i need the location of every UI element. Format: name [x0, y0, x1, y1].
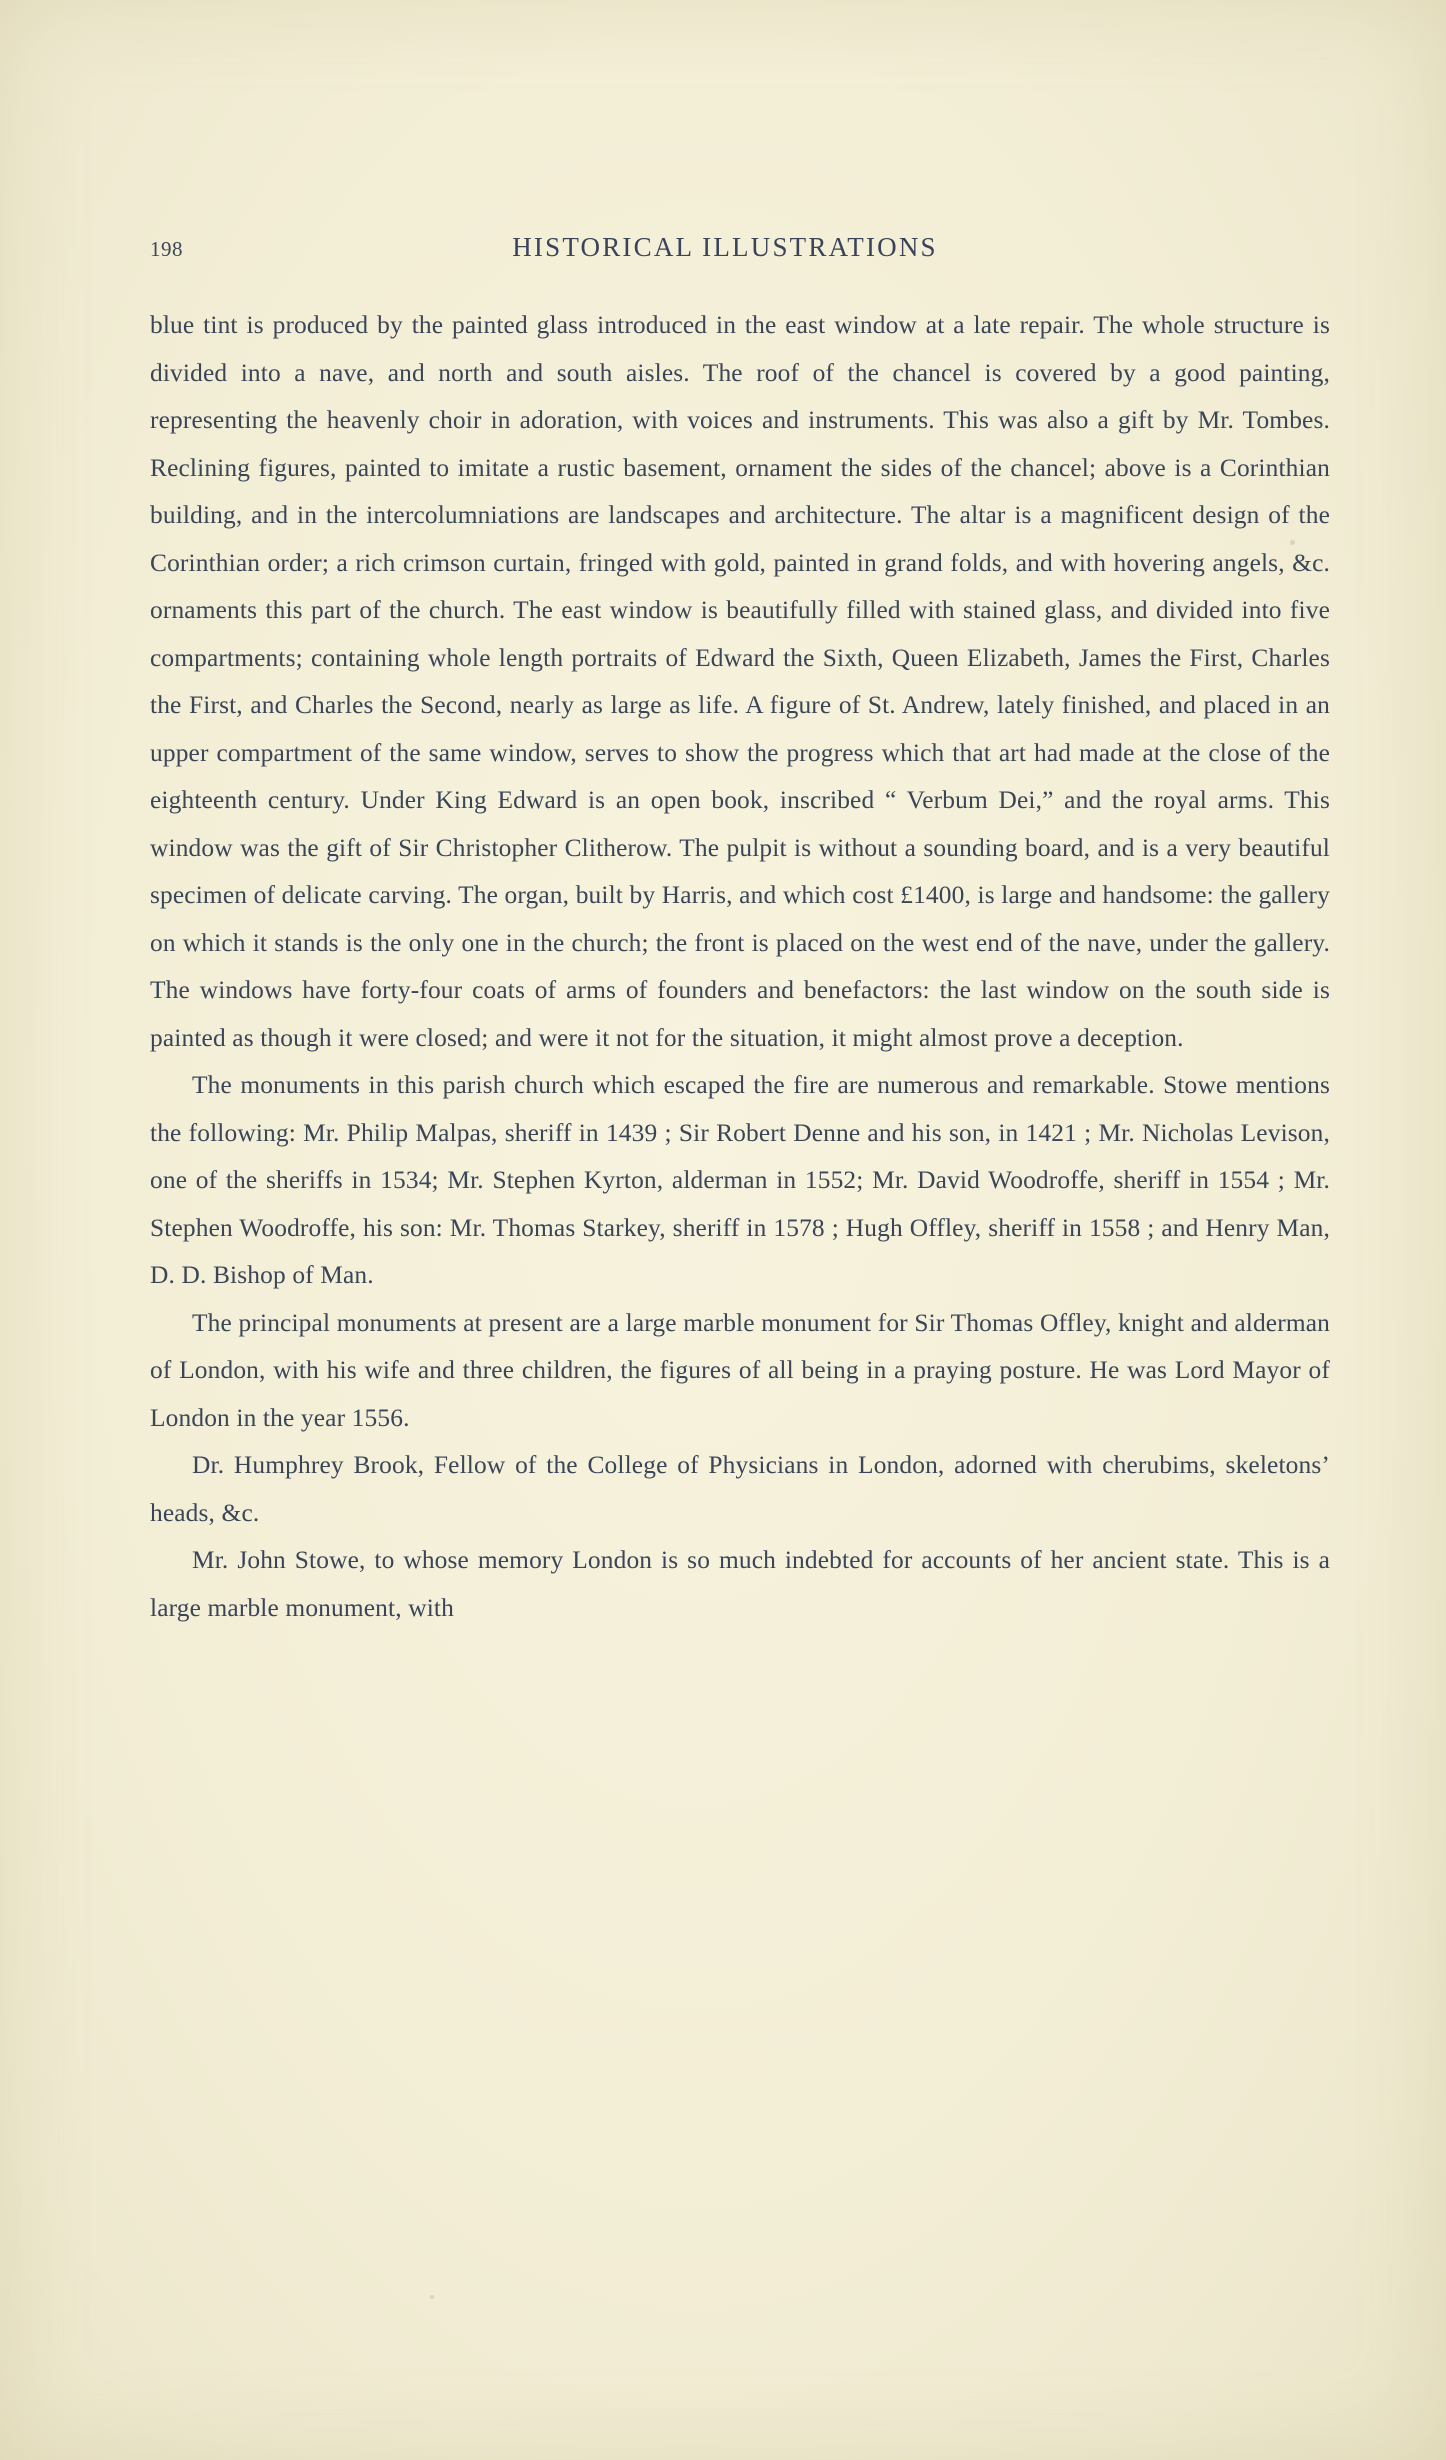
- page-content: [150, 232, 1330, 1632]
- paragraph-3: The principal monuments at present are a large marble monument for Sir Thomas Offley, knight and alderman of London, with his wife and three children, the figures of all being in a praying posture. He was Lord Mayor of London in the year 1556.: [150, 1308, 1330, 1432]
- page-header: [150, 232, 1330, 266]
- paragraph-4: Dr. Humphrey Brook, Fellow of the College of Physicians in London, adorned with cherubims, skeletons’ heads, &c.: [150, 1451, 1330, 1527]
- paper-speck: [430, 2295, 434, 2299]
- paragraph-5: Mr. John Stowe, to whose memory London is so much indebted for accounts of her ancient state. This is a large marble monument, with: [150, 1546, 1330, 1622]
- body-text: [150, 302, 1330, 1632]
- running-head: HISTORICAL ILLUSTRATIONS: [512, 232, 938, 262]
- paragraph-1: blue tint is produced by the painted glass introduced in the east window at a late repair. The whole structure is divided into a nave, and north and south aisles. The roof of the chancel is covered by a good painting, representing the heavenly choir in adoration, with voices and instruments. This was also a gift by Mr. Tombes. Reclining figures, painted to imitate a rustic basement, ornament the sides of the chancel; above is a Corinthian building, and in the intercolumniations are landscapes and architecture. The altar is a magnificent design of the Corinthian order; a rich crimson curtain, fringed with gold, painted in grand folds, and with hovering angels, &c. ornaments this part of the church. The east window is beautifully filled with stained glass, and divided into five compartments; containing whole length portraits of Edward the Sixth, Queen Elizabeth, James the First, Charles the First, and Charles the Second, nearly as large as life. A figure of St. Andrew, lately finished, and placed in an upper compartment of the same window, serves to show the progress which that art had made at the close of the eighteenth century. Under King Edward is an open book, inscribed “ Verbum Dei,” and the royal arms. This window was the gift of Sir Christopher Clitherow. The pulpit is without a sounding board, and is a very beautiful specimen of delicate carving. The organ, built by Harris, and which cost £1400, is large and handsome: the gallery on which it stands is the only one in the church; the front is placed on the west end of the nave, under the gallery. The windows have forty-four coats of arms of founders and benefactors: the last window on the south side is painted as though it were closed; and were it not for the situation, it might almost prove a deception.: [150, 311, 1330, 1052]
- page-number: 198: [150, 237, 183, 261]
- paragraph-2: The monuments in this parish church which escaped the fire are numerous and remarkable. Stowe mentions the following: Mr. Philip Malpas, sheriff in 1439 ; Sir Robert Denne and his son, in 1421 ; Mr. Nicholas Levison, one of the sheriffs in 1534; Mr. Stephen Kyrton, alderman in 1552; Mr. David Woodroffe, sheriff in 1554 ; Mr. Stephen Woodroffe, his son: Mr. Thomas Starkey, sheriff in 1578 ; Hugh Offley, sheriff in 1558 ; and Henry Man, D. D. Bishop of Man.: [150, 1071, 1330, 1289]
